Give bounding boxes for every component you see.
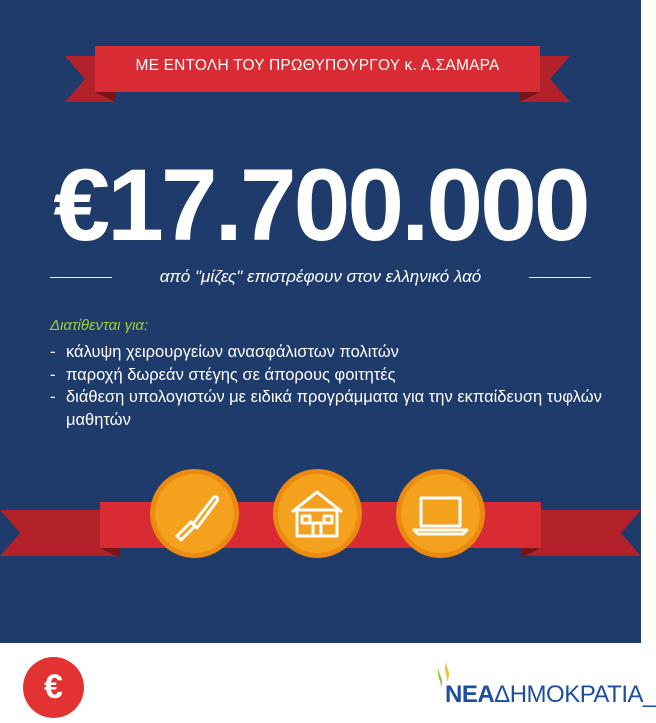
euro-symbol: € — [44, 668, 63, 706]
house-icon — [278, 474, 357, 553]
list-item — [50, 341, 610, 364]
party-logo-text — [445, 681, 656, 709]
party-logo-text-dimokratia: ΔΗΜΟΚΡΑΤΙΑ — [494, 681, 643, 708]
headline-amount: €17.700.000 — [53, 148, 588, 262]
party-logo-text-nea: ΝΕΑ — [445, 681, 495, 708]
list-item-text: παροχή δωρεάν στέγης σε άπορους φοιτητές — [66, 365, 396, 384]
laptop-circle — [396, 469, 485, 558]
house-circle — [273, 469, 362, 558]
subtitle-rule-left — [50, 277, 112, 278]
subtitle-row — [50, 264, 591, 290]
list-item-text: διάθεση υπολογιστών με ειδικά προγράμματα για την εκπαίδευση τυφλών μαθητών — [66, 388, 602, 429]
list-item-text: κάλυψη χειρουργείων ανασφάλιστων πολιτών — [66, 343, 399, 361]
party-logo-text-underscore: _ — [643, 681, 656, 708]
list-item — [50, 364, 610, 387]
banner-text: ΜΕ ΕΝΤΟΛΗ ΤΟΥ ΠΡΩΘΥΠΟΥΡΓΟΥ κ. Α.ΣΑΜΑΡΑ — [135, 57, 500, 74]
scalpel-icon — [155, 474, 234, 553]
list-dash: - — [50, 343, 56, 361]
scalpel-circle — [150, 469, 239, 558]
available-list — [50, 341, 610, 431]
euro-logo — [23, 657, 84, 718]
headline-subtitle: από "μίζες" επιστρέφουν στον ελληνικό λαό — [159, 267, 482, 286]
available-label: Διατίθενται για: — [50, 317, 149, 334]
list-item — [50, 386, 610, 431]
list-dash: - — [50, 365, 56, 384]
subtitle-rule-right — [529, 277, 591, 278]
laptop-icon — [401, 474, 480, 553]
list-dash: - — [50, 388, 56, 406]
